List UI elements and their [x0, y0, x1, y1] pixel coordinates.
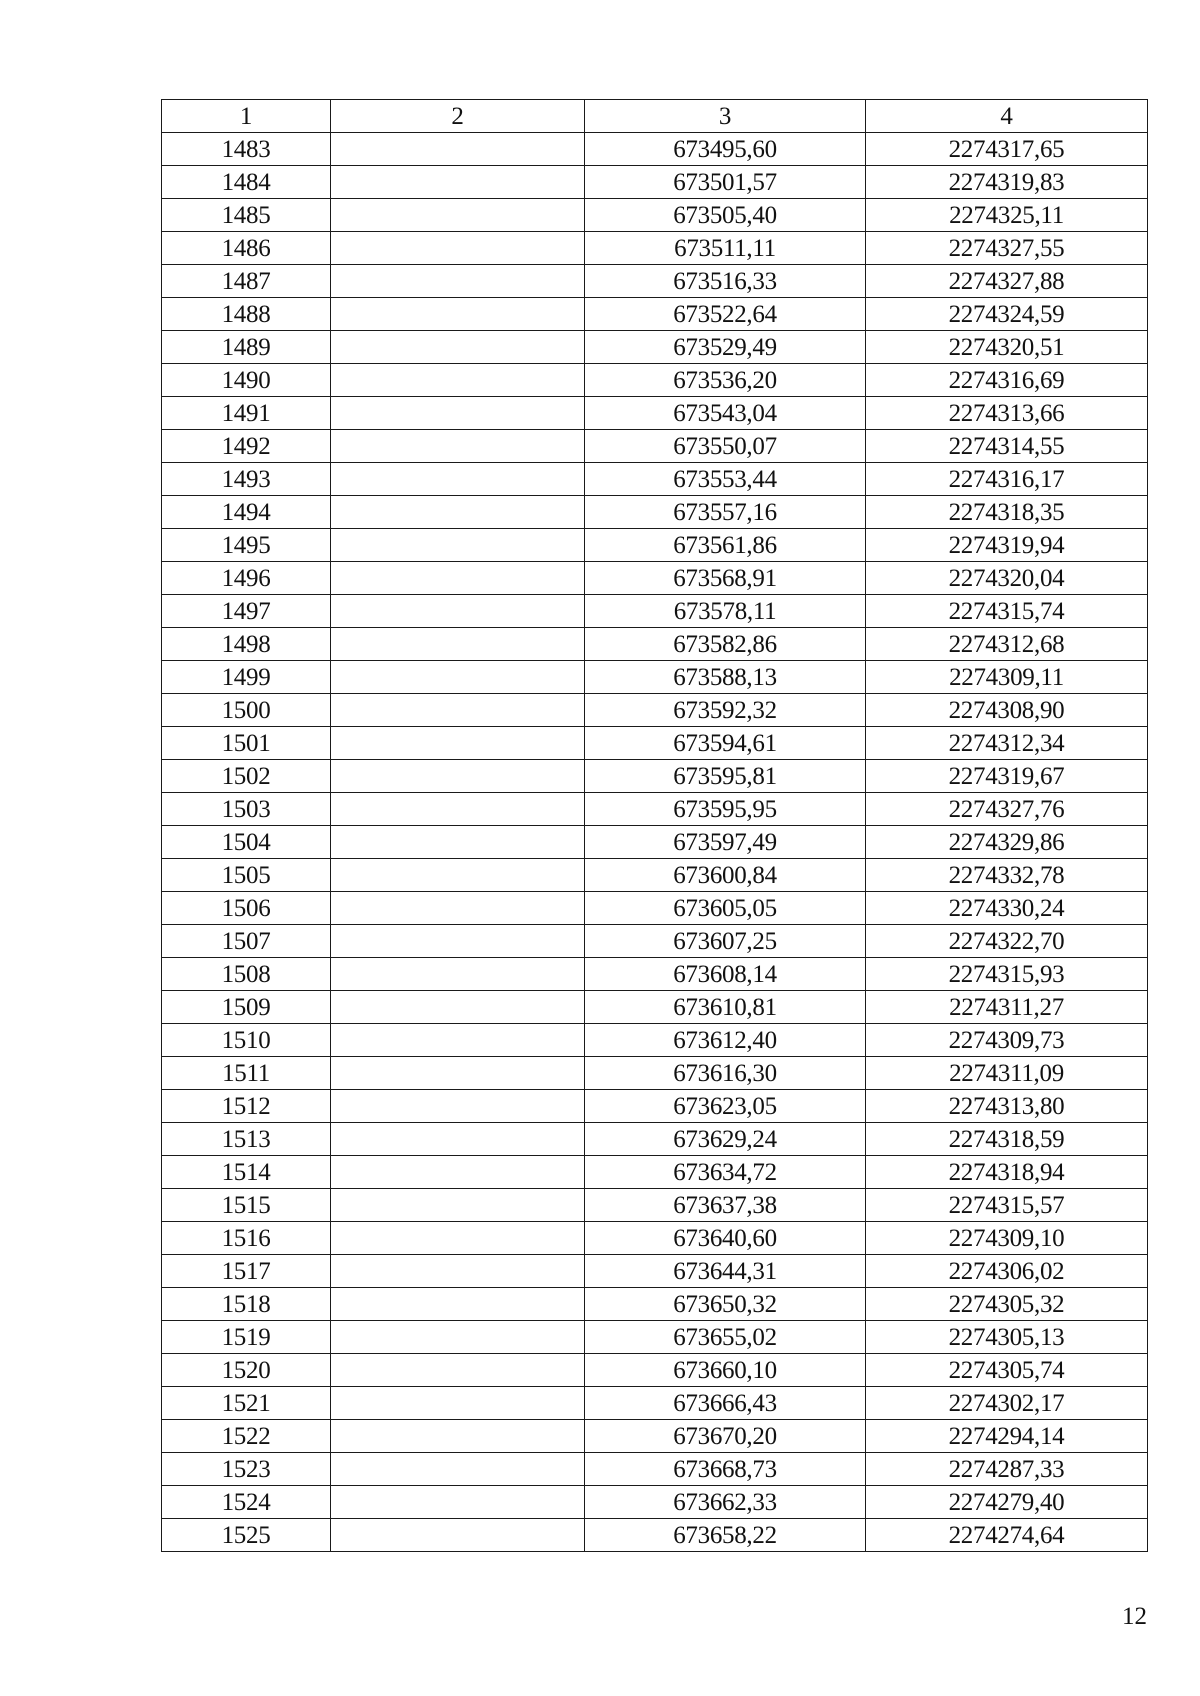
y-coordinate-cell: 2274327,88 [866, 265, 1148, 298]
x-coordinate-cell: 673607,25 [585, 925, 866, 958]
description-cell [331, 1420, 585, 1453]
point-number-cell: 1502 [162, 760, 331, 793]
y-coordinate-cell: 2274332,78 [866, 859, 1148, 892]
y-coordinate-cell: 2274317,65 [866, 133, 1148, 166]
description-cell [331, 298, 585, 331]
x-coordinate-cell: 673543,04 [585, 397, 866, 430]
x-coordinate-cell: 673529,49 [585, 331, 866, 364]
x-coordinate-cell: 673505,40 [585, 199, 866, 232]
x-coordinate-cell: 673511,11 [585, 232, 866, 265]
description-cell [331, 628, 585, 661]
column-header-4: 4 [866, 100, 1148, 133]
table-row [162, 1387, 1148, 1420]
y-coordinate-cell: 2274313,80 [866, 1090, 1148, 1123]
x-coordinate-cell: 673594,61 [585, 727, 866, 760]
table-row [162, 760, 1148, 793]
table-row [162, 562, 1148, 595]
y-coordinate-cell: 2274306,02 [866, 1255, 1148, 1288]
description-cell [331, 826, 585, 859]
description-cell [331, 430, 585, 463]
point-number-cell: 1483 [162, 133, 331, 166]
table-row [162, 892, 1148, 925]
table-row [162, 496, 1148, 529]
y-coordinate-cell: 2274294,14 [866, 1420, 1148, 1453]
x-coordinate-cell: 673516,33 [585, 265, 866, 298]
description-cell [331, 529, 585, 562]
x-coordinate-cell: 673610,81 [585, 991, 866, 1024]
point-number-cell: 1490 [162, 364, 331, 397]
table-row [162, 1123, 1148, 1156]
y-coordinate-cell: 2274305,13 [866, 1321, 1148, 1354]
table-row [162, 463, 1148, 496]
x-coordinate-cell: 673600,84 [585, 859, 866, 892]
table-row [162, 991, 1148, 1024]
table-row [162, 331, 1148, 364]
y-coordinate-cell: 2274320,51 [866, 331, 1148, 364]
description-cell [331, 1057, 585, 1090]
description-cell [331, 1519, 585, 1552]
description-cell [331, 397, 585, 430]
table-row [162, 397, 1148, 430]
point-number-cell: 1505 [162, 859, 331, 892]
x-coordinate-cell: 673662,33 [585, 1486, 866, 1519]
point-number-cell: 1525 [162, 1519, 331, 1552]
x-coordinate-cell: 673658,22 [585, 1519, 866, 1552]
description-cell [331, 265, 585, 298]
table-row [162, 595, 1148, 628]
description-cell [331, 892, 585, 925]
point-number-cell: 1494 [162, 496, 331, 529]
table-row [162, 925, 1148, 958]
description-cell [331, 958, 585, 991]
y-coordinate-cell: 2274319,67 [866, 760, 1148, 793]
x-coordinate-cell: 673629,24 [585, 1123, 866, 1156]
description-cell [331, 1354, 585, 1387]
table-header-row [162, 100, 1148, 133]
x-coordinate-cell: 673578,11 [585, 595, 866, 628]
y-coordinate-cell: 2274309,11 [866, 661, 1148, 694]
y-coordinate-cell: 2274329,86 [866, 826, 1148, 859]
description-cell [331, 1453, 585, 1486]
point-number-cell: 1513 [162, 1123, 331, 1156]
description-cell [331, 562, 585, 595]
point-number-cell: 1506 [162, 892, 331, 925]
y-coordinate-cell: 2274309,10 [866, 1222, 1148, 1255]
point-number-cell: 1496 [162, 562, 331, 595]
x-coordinate-cell: 673655,02 [585, 1321, 866, 1354]
table-row [162, 1255, 1148, 1288]
table-row [162, 1354, 1148, 1387]
description-cell [331, 1090, 585, 1123]
coordinates-table-container [161, 99, 1147, 1552]
x-coordinate-cell: 673536,20 [585, 364, 866, 397]
table-row [162, 1486, 1148, 1519]
description-cell [331, 1156, 585, 1189]
point-number-cell: 1507 [162, 925, 331, 958]
column-header-1: 1 [162, 100, 331, 133]
table-row [162, 1453, 1148, 1486]
point-number-cell: 1511 [162, 1057, 331, 1090]
y-coordinate-cell: 2274318,35 [866, 496, 1148, 529]
y-coordinate-cell: 2274330,24 [866, 892, 1148, 925]
table-row [162, 1288, 1148, 1321]
x-coordinate-cell: 673634,72 [585, 1156, 866, 1189]
y-coordinate-cell: 2274313,66 [866, 397, 1148, 430]
table-row [162, 859, 1148, 892]
description-cell [331, 1024, 585, 1057]
y-coordinate-cell: 2274308,90 [866, 694, 1148, 727]
y-coordinate-cell: 2274312,34 [866, 727, 1148, 760]
x-coordinate-cell: 673588,13 [585, 661, 866, 694]
description-cell [331, 496, 585, 529]
y-coordinate-cell: 2274319,83 [866, 166, 1148, 199]
table-row [162, 133, 1148, 166]
description-cell [331, 760, 585, 793]
description-cell [331, 1321, 585, 1354]
table-row [162, 1057, 1148, 1090]
point-number-cell: 1491 [162, 397, 331, 430]
description-cell [331, 331, 585, 364]
point-number-cell: 1487 [162, 265, 331, 298]
point-number-cell: 1517 [162, 1255, 331, 1288]
description-cell [331, 595, 585, 628]
description-cell [331, 793, 585, 826]
x-coordinate-cell: 673650,32 [585, 1288, 866, 1321]
y-coordinate-cell: 2274327,55 [866, 232, 1148, 265]
y-coordinate-cell: 2274287,33 [866, 1453, 1148, 1486]
x-coordinate-cell: 673557,16 [585, 496, 866, 529]
y-coordinate-cell: 2274318,94 [866, 1156, 1148, 1189]
y-coordinate-cell: 2274319,94 [866, 529, 1148, 562]
x-coordinate-cell: 673616,30 [585, 1057, 866, 1090]
y-coordinate-cell: 2274315,74 [866, 595, 1148, 628]
x-coordinate-cell: 673561,86 [585, 529, 866, 562]
table-row [162, 1090, 1148, 1123]
table-row [162, 826, 1148, 859]
description-cell [331, 661, 585, 694]
column-header-2: 2 [331, 100, 585, 133]
x-coordinate-cell: 673553,44 [585, 463, 866, 496]
point-number-cell: 1510 [162, 1024, 331, 1057]
description-cell [331, 727, 585, 760]
y-coordinate-cell: 2274312,68 [866, 628, 1148, 661]
y-coordinate-cell: 2274315,93 [866, 958, 1148, 991]
point-number-cell: 1489 [162, 331, 331, 364]
point-number-cell: 1503 [162, 793, 331, 826]
x-coordinate-cell: 673582,86 [585, 628, 866, 661]
point-number-cell: 1509 [162, 991, 331, 1024]
page-number: 12 [1122, 1603, 1147, 1630]
description-cell [331, 1387, 585, 1420]
point-number-cell: 1524 [162, 1486, 331, 1519]
point-number-cell: 1515 [162, 1189, 331, 1222]
y-coordinate-cell: 2274305,74 [866, 1354, 1148, 1387]
table-body [162, 133, 1148, 1552]
table-row [162, 1222, 1148, 1255]
description-cell [331, 1255, 585, 1288]
table-row [162, 1024, 1148, 1057]
description-cell [331, 1222, 585, 1255]
description-cell [331, 694, 585, 727]
point-number-cell: 1495 [162, 529, 331, 562]
table-row [162, 430, 1148, 463]
table-row [162, 265, 1148, 298]
y-coordinate-cell: 2274279,40 [866, 1486, 1148, 1519]
y-coordinate-cell: 2274324,59 [866, 298, 1148, 331]
description-cell [331, 199, 585, 232]
point-number-cell: 1501 [162, 727, 331, 760]
y-coordinate-cell: 2274320,04 [866, 562, 1148, 595]
y-coordinate-cell: 2274311,27 [866, 991, 1148, 1024]
x-coordinate-cell: 673597,49 [585, 826, 866, 859]
point-number-cell: 1497 [162, 595, 331, 628]
description-cell [331, 463, 585, 496]
y-coordinate-cell: 2274316,17 [866, 463, 1148, 496]
x-coordinate-cell: 673595,95 [585, 793, 866, 826]
point-number-cell: 1485 [162, 199, 331, 232]
table-row [162, 1519, 1148, 1552]
y-coordinate-cell: 2274322,70 [866, 925, 1148, 958]
point-number-cell: 1512 [162, 1090, 331, 1123]
point-number-cell: 1516 [162, 1222, 331, 1255]
x-coordinate-cell: 673660,10 [585, 1354, 866, 1387]
table-row [162, 1321, 1148, 1354]
x-coordinate-cell: 673623,05 [585, 1090, 866, 1123]
x-coordinate-cell: 673595,81 [585, 760, 866, 793]
y-coordinate-cell: 2274302,17 [866, 1387, 1148, 1420]
x-coordinate-cell: 673644,31 [585, 1255, 866, 1288]
point-number-cell: 1484 [162, 166, 331, 199]
table-row [162, 364, 1148, 397]
y-coordinate-cell: 2274309,73 [866, 1024, 1148, 1057]
table-row [162, 1156, 1148, 1189]
description-cell [331, 1288, 585, 1321]
description-cell [331, 364, 585, 397]
x-coordinate-cell: 673522,64 [585, 298, 866, 331]
point-number-cell: 1520 [162, 1354, 331, 1387]
description-cell [331, 925, 585, 958]
table-row [162, 661, 1148, 694]
x-coordinate-cell: 673640,60 [585, 1222, 866, 1255]
x-coordinate-cell: 673568,91 [585, 562, 866, 595]
table-row [162, 727, 1148, 760]
description-cell [331, 166, 585, 199]
point-number-cell: 1523 [162, 1453, 331, 1486]
x-coordinate-cell: 673605,05 [585, 892, 866, 925]
point-number-cell: 1486 [162, 232, 331, 265]
x-coordinate-cell: 673668,73 [585, 1453, 866, 1486]
description-cell [331, 991, 585, 1024]
x-coordinate-cell: 673637,38 [585, 1189, 866, 1222]
description-cell [331, 1189, 585, 1222]
table-row [162, 298, 1148, 331]
y-coordinate-cell: 2274274,64 [866, 1519, 1148, 1552]
point-number-cell: 1522 [162, 1420, 331, 1453]
point-number-cell: 1492 [162, 430, 331, 463]
point-number-cell: 1498 [162, 628, 331, 661]
x-coordinate-cell: 673550,07 [585, 430, 866, 463]
y-coordinate-cell: 2274316,69 [866, 364, 1148, 397]
point-number-cell: 1518 [162, 1288, 331, 1321]
y-coordinate-cell: 2274314,55 [866, 430, 1148, 463]
table-row [162, 232, 1148, 265]
y-coordinate-cell: 2274318,59 [866, 1123, 1148, 1156]
table-row [162, 199, 1148, 232]
y-coordinate-cell: 2274305,32 [866, 1288, 1148, 1321]
y-coordinate-cell: 2274327,76 [866, 793, 1148, 826]
table-row [162, 1189, 1148, 1222]
description-cell [331, 133, 585, 166]
point-number-cell: 1493 [162, 463, 331, 496]
y-coordinate-cell: 2274315,57 [866, 1189, 1148, 1222]
point-number-cell: 1500 [162, 694, 331, 727]
table-row [162, 529, 1148, 562]
x-coordinate-cell: 673608,14 [585, 958, 866, 991]
x-coordinate-cell: 673501,57 [585, 166, 866, 199]
point-number-cell: 1519 [162, 1321, 331, 1354]
table-row [162, 628, 1148, 661]
y-coordinate-cell: 2274325,11 [866, 199, 1148, 232]
description-cell [331, 1486, 585, 1519]
y-coordinate-cell: 2274311,09 [866, 1057, 1148, 1090]
description-cell [331, 232, 585, 265]
table-row [162, 1420, 1148, 1453]
description-cell [331, 859, 585, 892]
table-row [162, 166, 1148, 199]
x-coordinate-cell: 673612,40 [585, 1024, 866, 1057]
coordinates-table [161, 99, 1148, 1552]
point-number-cell: 1514 [162, 1156, 331, 1189]
point-number-cell: 1521 [162, 1387, 331, 1420]
x-coordinate-cell: 673670,20 [585, 1420, 866, 1453]
table-row [162, 793, 1148, 826]
point-number-cell: 1488 [162, 298, 331, 331]
x-coordinate-cell: 673592,32 [585, 694, 866, 727]
column-header-3: 3 [585, 100, 866, 133]
point-number-cell: 1499 [162, 661, 331, 694]
x-coordinate-cell: 673666,43 [585, 1387, 866, 1420]
description-cell [331, 1123, 585, 1156]
point-number-cell: 1508 [162, 958, 331, 991]
table-row [162, 694, 1148, 727]
point-number-cell: 1504 [162, 826, 331, 859]
x-coordinate-cell: 673495,60 [585, 133, 866, 166]
table-row [162, 958, 1148, 991]
